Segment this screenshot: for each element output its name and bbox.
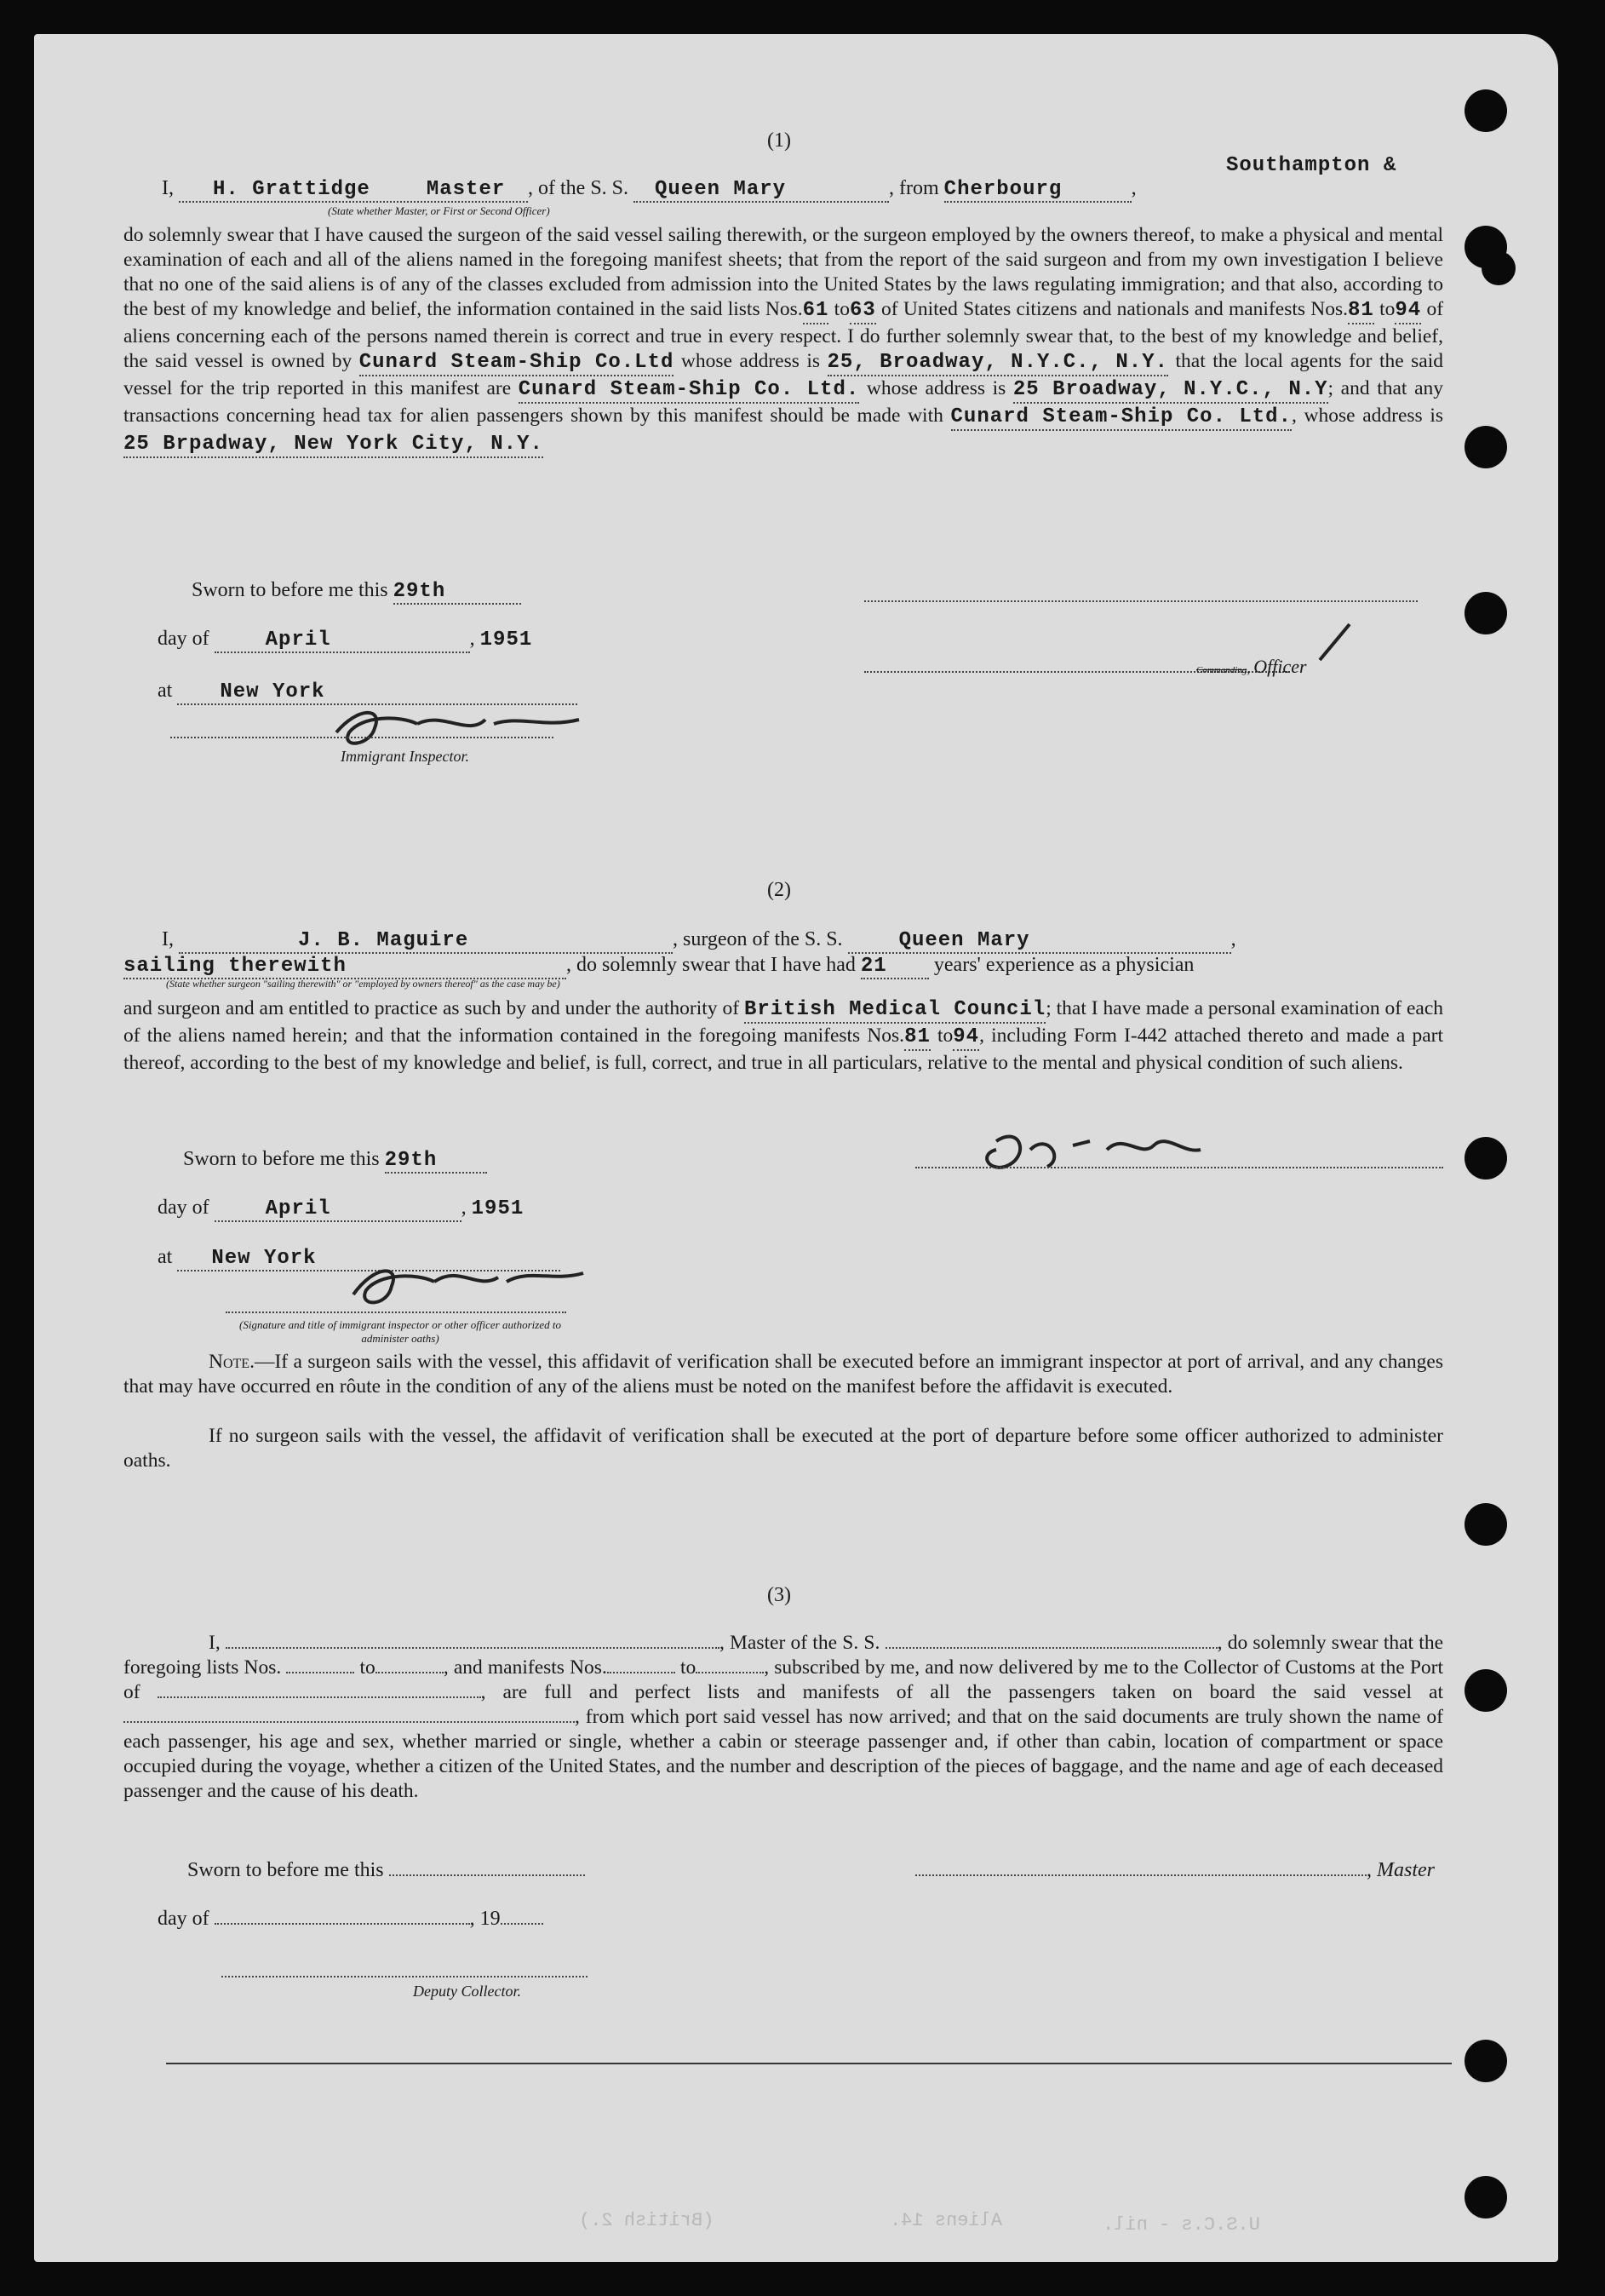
inspector-signature-line — [170, 737, 553, 738]
head-tax-address: 25 Brpadway, New York City, N.Y. — [123, 433, 543, 456]
master-name: H. Grattidge — [213, 178, 370, 201]
sailing-note: (State whether surgeon "sailing therewith" or "employed by owners thereof" as the case may be) — [166, 978, 560, 990]
sailing-status: sailing therewith — [123, 955, 347, 978]
at-line-2: at New York — [158, 1246, 560, 1271]
master-oath-body: do solemnly swear that I have caused the surgeon of the said vessel sailing therewith, or the surgeon employed by the owners thereof, to make a physical and mental examination of each and all of the aliens named in the foregoing manifest sheets; that from the report of the said surgeon and from my own investigation I believe that no one of the said aliens is of any of the classes excluded from admission into the United States by the laws regulating immigration; and that also, according to the best of my knowledge and belief, the information contained in the said lists Nos.61 to63 of United States citizens and nationals and manifests Nos.81 to94 of aliens concerning each of the persons named therein is correct and true in every respect. I do further solemnly swear that, to the best of my knowledge and belief, the said vessel is owned by Cunard Steam-Ship Co.Ltd whose address is 25, Broadway, N.Y.C., N.Y. that the local agents for the said vessel for the trip reported in this manifest are Cunard Steam-Ship Co. Ltd. whose address is 25 Broadway, N.Y.C., N.Y; and that any transactions concerning head tax for alien passengers shown by this manifest should be made with Cunard Steam-Ship Co. Ltd., whose address is 25 Brpadway, New York City, N.Y. — [123, 223, 1443, 458]
owner-name: Cunard Steam-Ship Co.Ltd — [358, 351, 674, 374]
agents-name: Cunard Steam-Ship Co. Ltd. — [518, 378, 860, 401]
bleed-text-2: Aliens 14. — [890, 2210, 1003, 2231]
officer-signature-mark — [1311, 617, 1362, 669]
at-line-1: at New York — [158, 680, 577, 705]
bleed-text-1: (British 2.) — [579, 2210, 714, 2231]
manifest-page — [34, 34, 1558, 2262]
sworn-line-3: Sworn to before me this — [187, 1859, 585, 1882]
collector-signature-line — [221, 1976, 588, 1977]
surgeon-vessel: Queen Mary — [898, 929, 1030, 952]
collector-oath-body: I, , Master of the S. S. , do solemnly swear that the foregoing lists Nos. to , and manifests Nos. to , subscribed by me, and now delivered by me to the Collector of Customs at the Port of , are full and perfect lists and manifests of all the passengers taken on board the said vessel at , from which port said vessel has now arrived; and that on the said documents are truly shown the name of each passenger, his age and sex, whether married or single, whether a cabin or steerage passenger and, if other than cabin, location of compartment or space occupied during the voyage, whether a citizen of the United States, and the number and description of the pieces of baggage, and the name and age of each deceased passenger and the cause of his death. — [123, 1632, 1444, 1802]
punch-hole — [1465, 2040, 1507, 2082]
punch-hole — [1465, 592, 1507, 634]
sworn-line-1: Sworn to before me this 29th — [192, 579, 521, 605]
officer-label: Commanding, Officer — [1196, 656, 1307, 677]
surgeon-oath-line: I, J. B. Maguire , surgeon of the S. S. Queen Mary , — [162, 928, 1236, 952]
master-oath-line: I, H. Grattidge Master , of the S. S. Queen Mary , from Cherbourg , — [162, 177, 1137, 201]
master-title-note: (State whether Master, or First or Second Officer) — [328, 204, 550, 217]
punch-hole — [1465, 2176, 1507, 2219]
punch-hole — [1465, 1503, 1507, 1546]
section-number: (3) — [767, 1584, 791, 1606]
surgeon-signature — [971, 1116, 1243, 1184]
sailing-line: sailing therewith , do solemnly swear that I have had 21 years' experience as a physician — [123, 954, 1195, 978]
owner-address: 25, Broadway, N.Y.C., N.Y. — [827, 351, 1168, 374]
inspector-signature-2 — [341, 1252, 596, 1320]
punch-hole — [1465, 89, 1507, 132]
day-line-1: day of April , 1951 — [158, 628, 533, 651]
agents-address: 25 Broadway, N.Y.C., N.Y — [1012, 378, 1328, 401]
vessel-name: Queen Mary — [655, 178, 787, 201]
punch-hole — [1465, 1137, 1507, 1180]
inspector-label: Immigrant Inspector. — [341, 748, 469, 765]
surgeon-name: J. B. Maguire — [298, 929, 469, 952]
years-experience: 21 — [860, 955, 887, 978]
punch-hole — [1465, 1669, 1507, 1712]
collector-label: Deputy Collector. — [413, 1983, 521, 2000]
medical-authority: British Medical Council — [743, 998, 1046, 1021]
master-signature-line — [864, 600, 1418, 602]
section-number: (2) — [767, 879, 791, 901]
master-title: Master — [426, 178, 506, 201]
bottom-rule — [166, 2063, 1452, 2064]
from-port: Cherbourg — [943, 178, 1063, 201]
surgeon-oath-body: and surgeon and am entitled to practice as such by and under the authority of British Medical Council; that I have made a personal examination of each of the aliens named herein; and that the information contained in the foregoing manifests Nos.81 to94, including Form I-442 attached thereto and made a part thereof, according to the best of my knowledge and belief, is full, correct, and true in all particulars, relative to the mental and physical condition of such aliens. — [123, 997, 1443, 1074]
from-port-line1: Southampton & — [1226, 154, 1397, 177]
section-number: (1) — [767, 129, 791, 152]
note-paragraph-2: If no surgeon sails with the vessel, the affidavit of verification shall be executed at the port of departure before some officer authorized to administer oaths. — [123, 1425, 1443, 1472]
note-paragraph: Note.—If a surgeon sails with the vessel, this affidavit of verification shall be executed before an immigrant inspector at port of arrival, and any changes that may have occurred en rôute in the condition of any of the aliens must be noted on the manifest before the affidavit is executed. — [123, 1351, 1443, 1398]
punch-hole — [1465, 426, 1507, 468]
sworn-line-2: Sworn to before me this 29th — [183, 1148, 487, 1174]
punch-hole — [1482, 251, 1516, 285]
day-line-3: day of , 19 — [158, 1908, 543, 1931]
inspector-note: (Signature and title of immigrant inspector or other officer authorized to administer oaths) — [239, 1318, 561, 1345]
surgeon-signature-line — [915, 1167, 1443, 1168]
head-tax-agent: Cunard Steam-Ship Co. Ltd. — [950, 405, 1292, 428]
inspector-signature-line-2 — [226, 1312, 566, 1313]
master-signature-3: , Master — [915, 1859, 1435, 1882]
bleed-text-3: U.S.C.s - nil. — [1103, 2214, 1260, 2236]
day-line-2: day of April , 1951 — [158, 1197, 524, 1220]
